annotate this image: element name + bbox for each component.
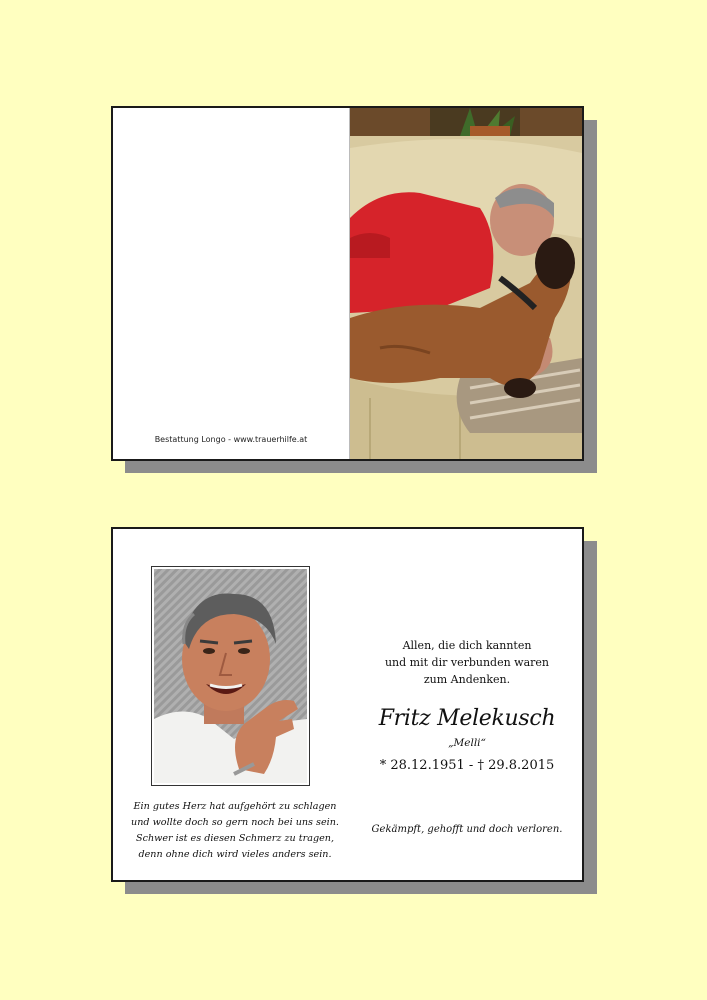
funeral-home-credit: Bestattung Longo - www.trauerhilfe.at	[154, 435, 308, 444]
dedication-line: und mit dir verbunden waren	[384, 656, 550, 669]
life-dates: * 28.12.1951 - † 29.8.2015	[379, 758, 555, 773]
deceased-name: Fritz Melekusch	[378, 706, 556, 731]
portrait-frame	[151, 566, 310, 786]
poem-line: und wollte doch so gern noch bei uns sein.	[131, 817, 339, 828]
poem-line: Ein gutes Herz hat aufgehört zu schlagen	[133, 801, 337, 812]
photo-man-with-dog	[350, 108, 582, 459]
deceased-nickname: „Melli“	[448, 737, 486, 749]
portrait-photo	[154, 569, 307, 783]
dedication	[349, 637, 584, 688]
poem-line: denn ohne dich wird vieles anders sein.	[138, 849, 332, 860]
memorial-card-outer	[111, 106, 584, 461]
dedication-line: Allen, die dich kannten	[402, 639, 532, 652]
closing-phrase: Gekämpft, gehofft und doch verloren.	[371, 824, 563, 835]
memorial-card-inner	[111, 527, 584, 882]
poem-line: Schwer ist es diesen Schmerz zu tragen,	[136, 833, 334, 844]
card-back-panel	[113, 108, 350, 459]
dedication-line: zum Andenken.	[423, 673, 511, 686]
memorial-poem	[121, 799, 349, 863]
